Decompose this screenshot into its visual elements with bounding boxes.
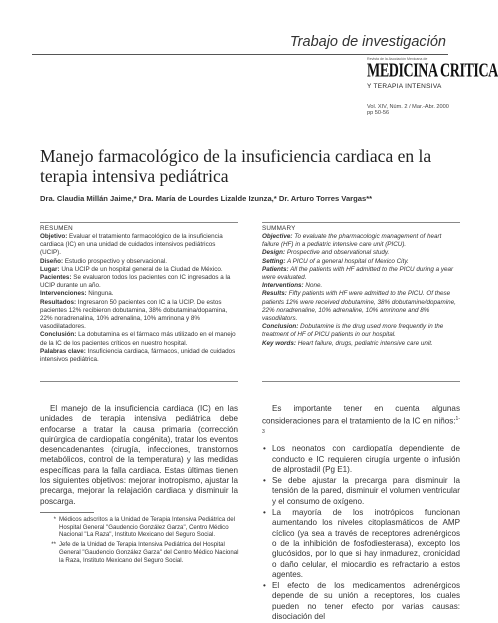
resumen-item xyxy=(40,299,238,332)
summary-item-label: Design: xyxy=(262,249,286,257)
masthead-small-text: Revista de la Asociación Mexicana de xyxy=(367,57,428,61)
resumen-item xyxy=(40,290,238,298)
resumen-item-label: Diseño: xyxy=(40,257,64,265)
summary-item-text: None. xyxy=(303,282,323,290)
summary-item-label: Objective: xyxy=(262,233,293,240)
footnote-text: Jefe de la Unidad de Terapia Intensiva Pediátrica del Hospital General "Gaudencio González Garza" del Centro Médico Nacional la Raza, Instituto Mexicano del Seguro Social. xyxy=(59,541,239,564)
resumen-item xyxy=(40,266,238,274)
footnote-rule xyxy=(40,512,94,513)
resumen-item-text: La dobutamina es el fármaco más utilizado en el manejo de la IC de los pacientes críticos en nuestro hospital. xyxy=(40,331,236,347)
summary-item xyxy=(262,266,460,282)
summary-item-label: Key words: xyxy=(262,339,296,347)
footnote xyxy=(40,516,240,539)
summary-item-label: Results: xyxy=(262,290,287,298)
footnote-mark: * xyxy=(53,516,56,523)
citation-ref: 1-3 xyxy=(262,416,460,436)
resumen-bottom-rule xyxy=(40,381,238,382)
summary-item-label: Setting: xyxy=(262,257,286,265)
summary-item-text: A PICU of a general hospital of Mexico City. xyxy=(285,257,409,265)
summary-item xyxy=(262,340,460,348)
body-column-left xyxy=(40,404,238,511)
list-item: • Los neonatos con cardiopatía dependiente de conducto e IC requieren cirugía urgente o infusión de alprostadil (Pg E1). xyxy=(272,444,460,475)
resumen-item-label: Intervenciones: xyxy=(40,290,87,298)
intro-text: Es importante tener en cuenta algunas consideraciones para el tratamiento de la IC en niños: xyxy=(262,404,460,426)
journal-subtitle: Y TERAPIA INTENSIVA xyxy=(367,83,442,90)
summary-bottom-rule xyxy=(262,381,460,382)
footnote-text: Médicos adscritos a la Unidad de Terapia Intensiva Pediátrica del Hospital General "Gaudencio González Garza", Centro Médico Nacional "La Raza", Instituto Mexicano del Seguro Social. xyxy=(59,516,236,539)
resumen-item xyxy=(40,258,238,266)
summary-item xyxy=(262,290,460,323)
resumen-item-text: Ninguna. xyxy=(86,290,114,298)
resumen-item-text: Se evaluaron todos los pacientes con IC ingresados a la UCIP durante un año. xyxy=(40,274,231,290)
resumen-item-label: Palabras clave: xyxy=(40,347,86,355)
list-item: • Se debe ajustar la precarga para disminuir la tensión de la pared, disminuir el volumen ventricular y el consumo de oxígeno. xyxy=(272,476,460,507)
summary-item-text: Prospective and observational study. xyxy=(285,249,390,257)
resumen-top-rule xyxy=(40,222,238,223)
considerations-list xyxy=(262,444,460,622)
summary-item xyxy=(262,282,460,290)
summary-block xyxy=(262,222,460,382)
body-paragraph: El manejo de la insuficiencia cardiaca (IC) en las unidades de terapia intensiva pediátrica debe enfocarse a tratar la causa primaria (corrección quirúrgica de cardiopatía congénita), tratar los eventos desencadenantes (cirugía, infecciones, transtornos metabólicos, control de la temperatura) y las medidas específicas para la falla cardiaca. Estas últimas tienen los siguientes objetivos: mejorar inotropismo, ajustar la precarga, mejorar la relajación cardiaca y disminuir la poscarga. xyxy=(40,404,238,506)
summary-item-text: Fifty patients with HF were admitted to the PICU. Of these patients 12% were received dobutamine, 38% dobutamine/dopamine, 22% noradrenaline, 10% adrenaline, 10% amrinone and 8% vasodilators. xyxy=(262,290,456,323)
summary-item-text: Heart failure, drugs, pediatric intensive care unit. xyxy=(295,339,433,347)
article-authors: Dra. Claudia Millán Jaime,* Dra. María de Lourdes Lizalde Izunza,* Dr. Arturo Torres Vargas** xyxy=(40,194,373,203)
resumen-item xyxy=(40,274,238,290)
summary-item-text: Dobutamine is the drug used more frequently in the treatment of HF of PICU patients in our hospital. xyxy=(262,323,444,339)
list-item: • La mayoría de los inotrópicos funcionan aumentando los niveles citoplasmáticos de AMP cíclico (ya sea a través de receptores adrenérgicos o de la inhibición de fosfodiesterasa), excepto los glucósidos, por lo que si hay inmadurez, cronicidad o daño celular, el miocardio es refractario a estos agentes. xyxy=(272,508,460,580)
summary-item-label: Conclusion: xyxy=(262,323,299,331)
journal-logo: MEDICINA CRITICA xyxy=(367,60,498,83)
resumen-item-text: Una UCIP de un hospital general de la Ciudad de México. xyxy=(59,265,223,273)
resumen-item-label: Conclusión: xyxy=(40,331,77,339)
footnote-mark: ** xyxy=(51,541,56,549)
body-intro-paragraph xyxy=(262,404,460,440)
summary-item xyxy=(262,249,460,257)
resumen-heading: RESUMEN xyxy=(40,225,73,232)
journal-volume: Vol. XIV, Núm. 2 / Mar.-Abr. 2000 xyxy=(367,104,449,110)
summary-body xyxy=(262,233,460,348)
summary-top-rule xyxy=(262,222,460,223)
summary-item-label: Interventions: xyxy=(262,282,304,290)
resumen-item xyxy=(40,331,238,347)
resumen-item-label: Pacientes: xyxy=(40,274,72,282)
resumen-body xyxy=(40,233,238,364)
resumen-item-text: Evaluar el tratamiento farmacológico de la insuficiencia cardiaca (IC) en una unidad de cuidados intensivos pediátricos (UCIP). xyxy=(40,233,223,257)
summary-item xyxy=(262,258,460,266)
footnote xyxy=(40,541,240,564)
journal-masthead xyxy=(367,57,498,116)
list-item: • El efecto de los medicamentos adrenérgicos depende de su unión a receptores, los cuales pueden no tener efecto por varias causas: disociación del xyxy=(272,581,460,622)
summary-item-text: All the patients with HF admitted to the PICU during a year were evaluated. xyxy=(262,265,454,282)
body-column-right xyxy=(262,404,460,623)
journal-pages: pp 50-56 xyxy=(367,110,390,116)
summary-item-label: Patients: xyxy=(262,265,289,273)
summary-item-text: To evaluate the pharmacologic management of heart failure (HF) in a pediatric intensive care unit (PICU). xyxy=(262,233,442,249)
resumen-item-label: Lugar: xyxy=(40,265,60,273)
resumen-block xyxy=(40,222,238,382)
resumen-item-text: Insuficiencia cardiaca, fármacos, unidad de cuidados intensivos pediátrica. xyxy=(40,347,236,364)
section-label: Trabajo de investigación xyxy=(289,34,446,50)
footnotes xyxy=(40,516,240,566)
resumen-item-label: Resultados: xyxy=(40,298,77,306)
resumen-item xyxy=(40,348,238,364)
resumen-item xyxy=(40,233,238,258)
resumen-item-label: Objetivo: xyxy=(40,233,68,240)
header-rule xyxy=(32,54,448,55)
summary-heading: SUMMARY xyxy=(262,225,296,232)
article-title: Manejo farmacológico de la insuficiencia cardiaca en la terapia intensiva pediátrica xyxy=(40,146,432,186)
resumen-item-text: Ingresaron 50 pacientes con IC a la UCIP. De estos pacientes 12% recibieron dobutamina, 38% dobutamina/dopamina, 22% noradrenalina, 10% adrenalina, 10% amrinona y 8% vasodilatadores. xyxy=(40,298,228,331)
resumen-item-text: Estudio prospectivo y observacional. xyxy=(63,257,168,265)
summary-item xyxy=(262,233,460,249)
summary-item xyxy=(262,323,460,339)
